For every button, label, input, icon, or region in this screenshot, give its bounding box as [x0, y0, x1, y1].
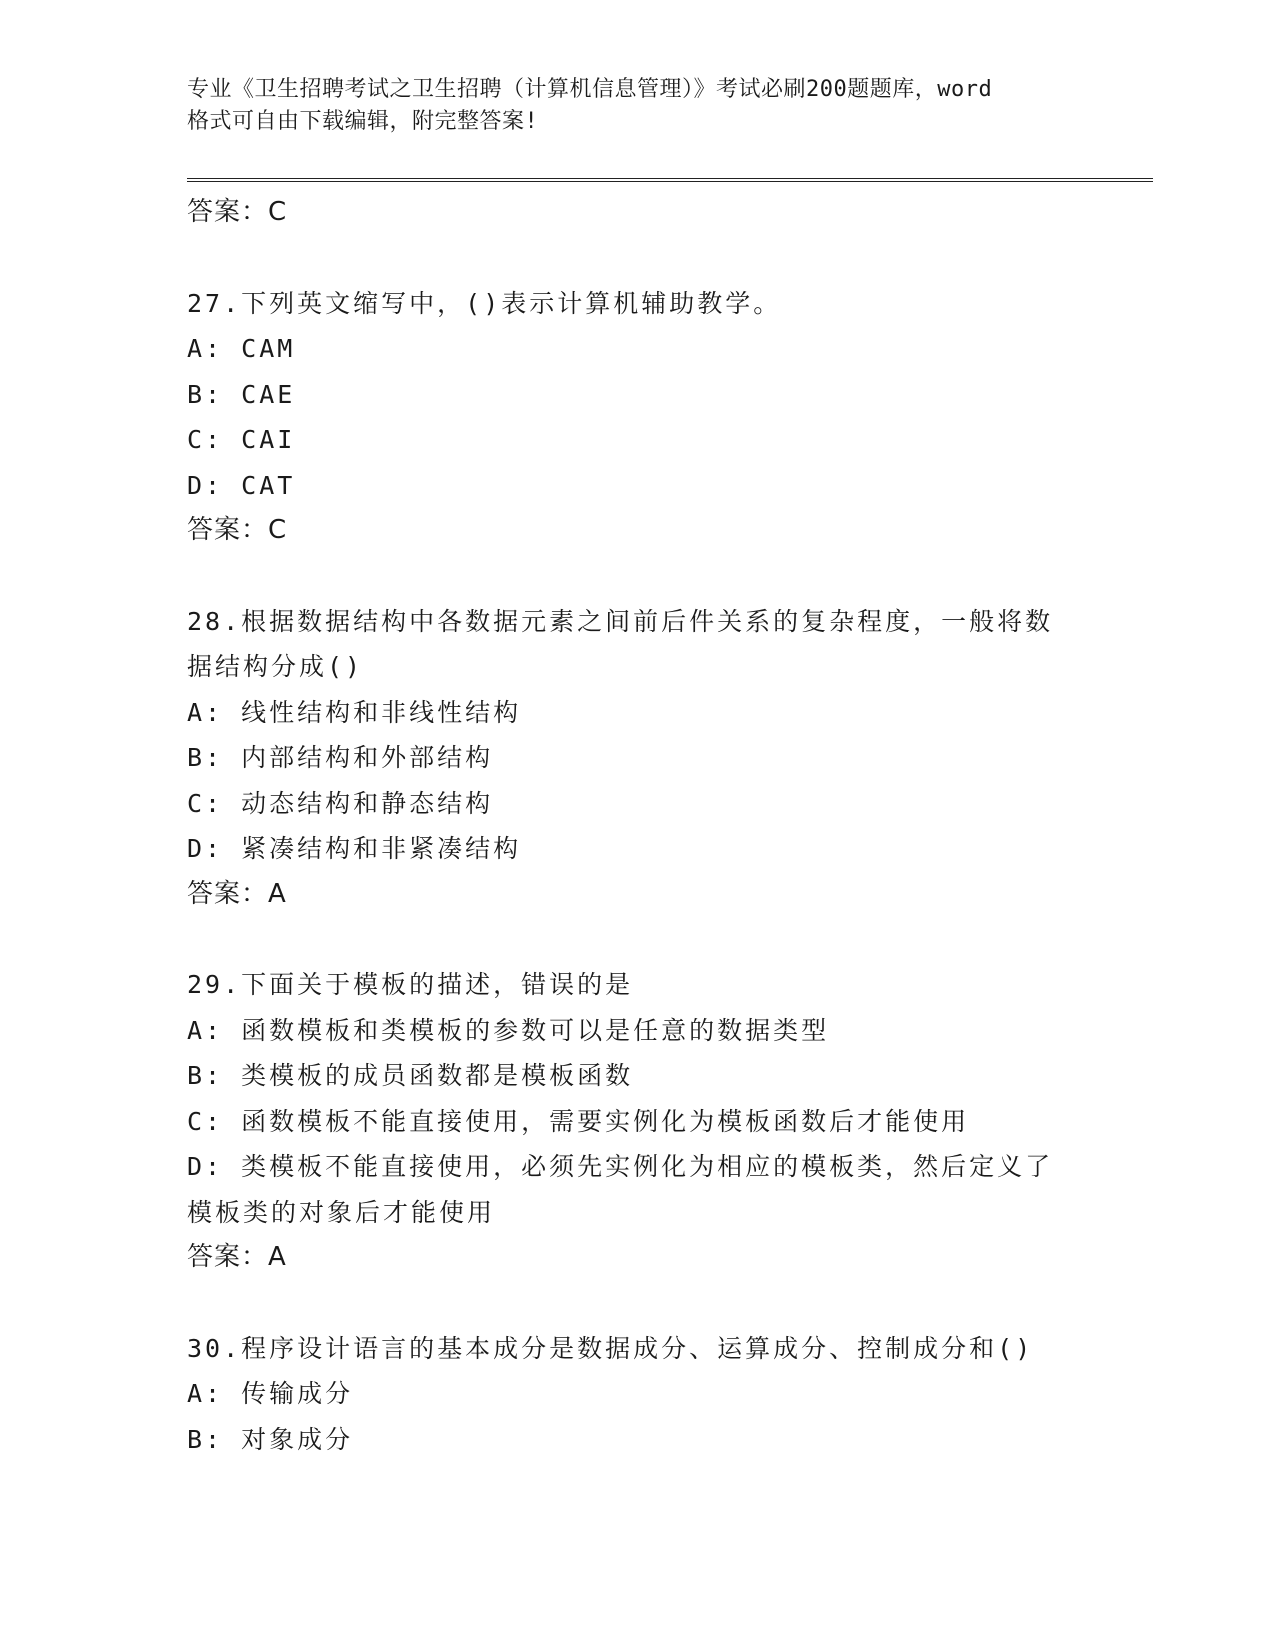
question-29: [187, 962, 1153, 1281]
option-b: B: 对象成分: [187, 1424, 354, 1454]
question-text: 30.程序设计语言的基本成分是数据成分、运算成分、控制成分和(): [187, 1333, 1034, 1363]
spacer: [187, 1281, 1153, 1326]
option-a: A: 函数模板和类模板的参数可以是任意的数据类型: [187, 1015, 830, 1045]
option-a: A: 传输成分: [187, 1379, 354, 1408]
header-line-2: 格式可自由下载编辑，附完整答案!: [187, 109, 539, 134]
header-divider: [187, 178, 1153, 182]
question-30: [187, 1326, 1153, 1463]
header-line-1: 专业《卫生招聘考试之卫生招聘（计算机信息管理）》考试必刷200题题库，word: [187, 77, 993, 102]
spacer: [187, 554, 1153, 599]
spacer: [187, 917, 1153, 962]
option-c: C: CAI: [187, 425, 296, 454]
document-header: [187, 74, 1087, 138]
answer-label: 答案：A: [187, 1242, 287, 1272]
option-c: C: 函数模板不能直接使用，需要实例化为模板函数后才能使用: [187, 1106, 970, 1136]
option-a: A: 线性结构和非线性结构: [187, 697, 522, 727]
option-c: C: 动态结构和静态结构: [187, 788, 494, 818]
answer-label: 答案：A: [187, 878, 287, 909]
option-b: B: 内部结构和外部结构: [187, 743, 494, 772]
spacer: [187, 236, 1153, 281]
answer-label: 答案：C: [187, 515, 288, 545]
option-d: D: 类模板不能直接使用，必须先实例化为相应的模板类，然后定义了: [187, 1152, 1054, 1181]
option-d: D: CAT: [187, 470, 296, 500]
question-27: [187, 281, 1153, 554]
option-d: D: 紧凑结构和非紧凑结构: [187, 834, 522, 863]
question-28: [187, 599, 1153, 918]
document-body: [187, 190, 1153, 1462]
option-b: B: 类模板的成员函数都是模板函数: [187, 1061, 634, 1090]
question-text-continued: 据结构分成(): [187, 652, 364, 681]
option-a: A: CAM: [187, 334, 296, 363]
option-b: B: CAE: [187, 379, 296, 409]
answer-label: 答案：C: [187, 197, 288, 227]
question-text: 28.根据数据结构中各数据元素之间前后件关系的复杂程度，一般将数: [187, 606, 1054, 636]
option-d-continued: 模板类的对象后才能使用: [187, 1197, 496, 1227]
question-text: 29.下面关于模板的描述，错误的是: [187, 970, 634, 999]
question-text: 27.下列英文缩写中，()表示计算机辅助教学。: [187, 288, 782, 318]
